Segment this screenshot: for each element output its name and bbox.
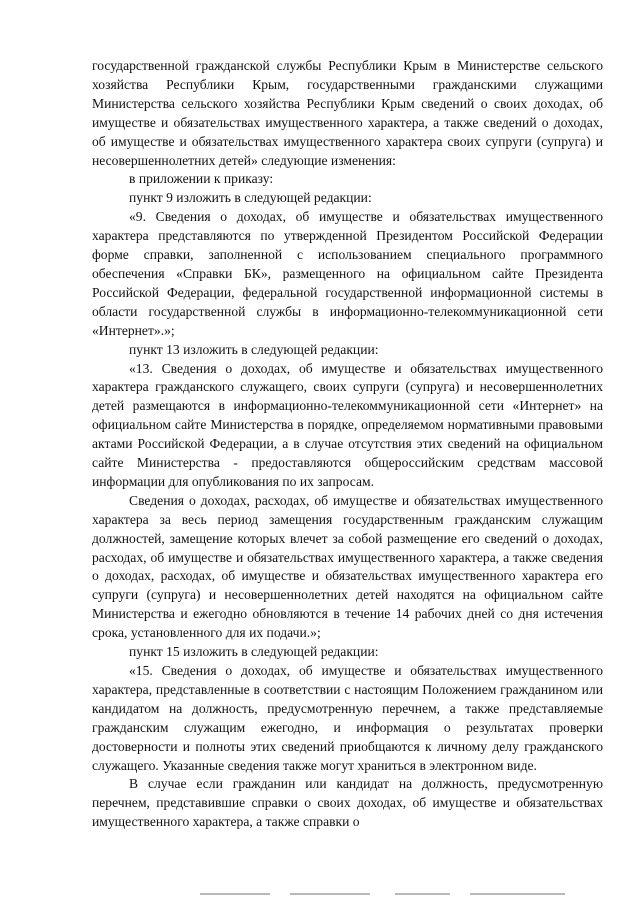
paragraph-intro-continuation: государственной гражданской службы Республики Крым в Министерстве сельского хозяйства Республики Крым, государственными гражданскими служащими Министерства сельского хозяйства Республики Крым сведений о своих доходах, об имуществе и обязательствах имущественного характера, а также сведений о доходах, об имуществе и обязательствах имущественного характера своих супруги (супруга) и несовершеннолетних детей» следующие изменения: bbox=[92, 58, 603, 168]
paragraph-item-9-instruction: пункт 9 изложить в следующей редакции: bbox=[129, 190, 372, 206]
scan-mark bbox=[200, 893, 270, 895]
scan-footer-artifact bbox=[180, 891, 600, 897]
paragraph-item-9-text: «9. Сведения о доходах, об имуществе и обязательствах имущественного характера представляются по утвержденной Президентом Российской Федерации форме справки, заполненной с использованием специального программного обеспечения «Справки БК», размещенного на официальном сайте Президента Российской Федерации, федеральной государственной информационной системы в области государственной службы в информационно-телекоммуникационной сети «Интернет».»; bbox=[92, 209, 603, 338]
paragraph-item-15-instruction: пункт 15 изложить в следующей редакции: bbox=[129, 644, 379, 660]
paragraph-appendix-reference: в приложении к приказу: bbox=[129, 171, 274, 187]
scan-mark bbox=[470, 893, 565, 895]
document-body bbox=[92, 57, 603, 832]
paragraph-item-15-text: «15. Сведения о доходах, об имуществе и обязательствах имущественного характера, представленные в соответствии с настоящим Положением гражданином или кандидатом на должность, предусмотренную перечнем, а также представляемые гражданским служащим ежегодно, и информация о результатах проверки достоверности и полноты этих сведений приобщаются к личному делу гражданского служащего. Указанные сведения также могут храниться в электронном виде. bbox=[92, 663, 603, 773]
paragraph-item-15-continuation: В случае если гражданин или кандидат на должность, предусмотренную перечнем, представившие справки о своих доходах, об имуществе и обязательствах имущественного характера, а также справки о bbox=[92, 776, 603, 830]
scan-mark bbox=[395, 893, 450, 895]
scan-mark bbox=[290, 893, 370, 895]
paragraph-item-13-continuation: Сведения о доходах, расходах, об имуществе и обязательствах имущественного характера за весь период замещения государственным гражданским служащим должностей, замещение которых влечет за собой размещение его сведений о доходах, расходах, об имуществе и обязательствах имущественного характера, а также сведения о доходах, расходах, об имуществе и обязательствах имущественного характера его супруги (супруга) и несовершеннолетних детей находятся на официальном сайте Министерства и ежегодно обновляются в течение 14 рабочих дней со дня истечения срока, установленного для их подачи.»; bbox=[92, 492, 603, 641]
paragraph-item-13-text: «13. Сведения о доходах, об имуществе и обязательствах имущественного характера гражданского служащего, своих супруги (супруга) и несовершеннолетних детей размещаются в информационно-телекоммуникационной сети «Интернет» на официальном сайте Министерства в порядке, определяемом нормативными правовыми актами Российской Федерации, а в случае отсутствия этих сведений на официальном сайте Министерства - предоставляются общероссийским средствам массовой информации для опубликования по их запросам. bbox=[92, 360, 603, 489]
paragraph-item-13-instruction: пункт 13 изложить в следующей редакции: bbox=[129, 341, 379, 357]
